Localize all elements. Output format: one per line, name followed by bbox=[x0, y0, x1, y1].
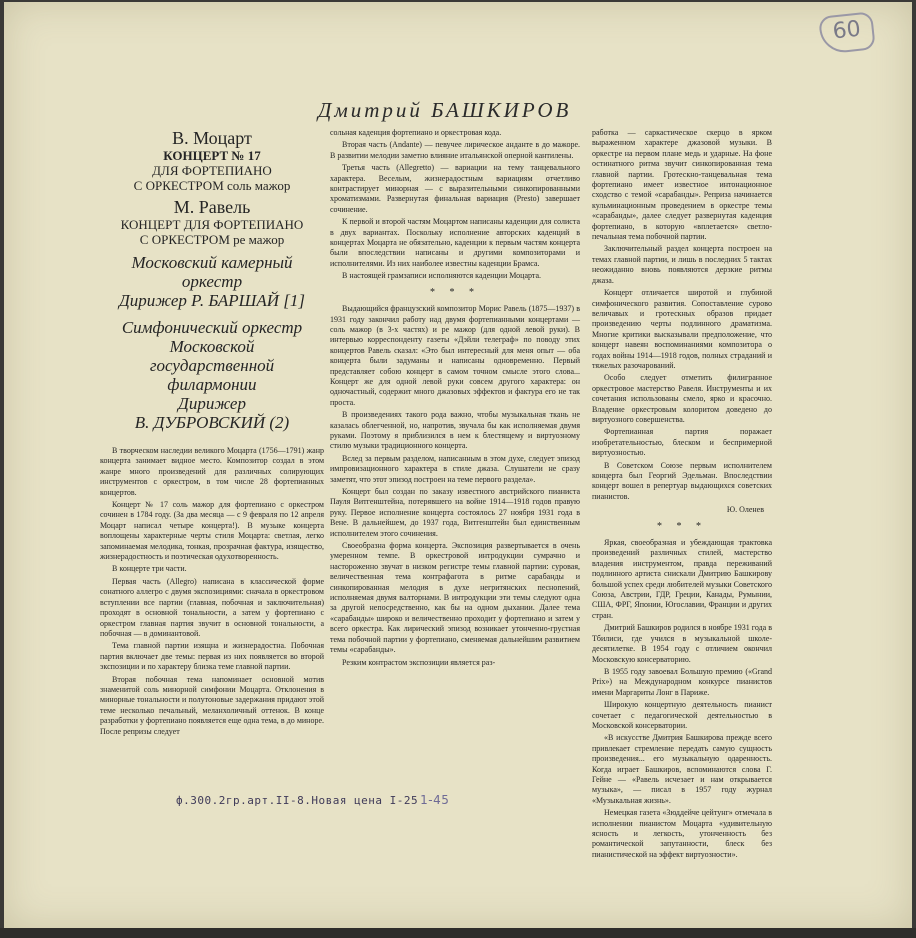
left-paragraph: Первая часть (Allegro) написана в классической форме сонатного аллегро с двумя экспозициями: сначала в оркестровом вступлении все партии (главная, побочная и заключительная) проходят в основной тональности, а затем у фортепиано с оркестром главная партия звучит в основной тональности, а побочная — в доминантовой. bbox=[100, 576, 324, 638]
orchestra1-line1: Московский камерный bbox=[131, 253, 293, 272]
price-stamp bbox=[176, 793, 449, 807]
mid-paragraph: Своеобразна форма концерта. Экспозиция развертывается в очень умеренном темпе. В оркестровой интродукции сумрачно и настороженно звучат в низком регистре темы главной партии: суровая, величественная тема контрафагота в ритме сарабанды и синкопированная мелодия в духе негритянских песнопений, исполняемая двумя валторнами. В интродукции эти темы следуют одна за другой непосредственно, как бы на одном дыхании. Далее тема «сарабанды» широко и величественно проходит у фортепиано и затем у всего оркестра. Как лирический эпизод возникает утонченно-грустная тема побочной партии у фортепиано, сменяемая дальнейшим развитием темы «сарабанды». bbox=[330, 541, 580, 655]
price-pen-note: 1-45 bbox=[420, 793, 450, 807]
right-paragraph: В Советском Союзе первым исполнителем концерта был Георгий Эдельман. Впоследствии концерт вошел в репертуар выдающихся советских пианистов. bbox=[592, 460, 772, 501]
left-paragraph: Тема главной партии изящна и жизнерадостна. Побочная партия включает две темы: первая из них появляется во второй экспозиции и по характеру близка теме главной партии. bbox=[100, 641, 324, 672]
handwritten-mark: 60 bbox=[818, 11, 876, 54]
mid-paragraph: В произведениях такого рода важно, чтобы музыкальная ткань не казалась облегченной, но, напротив, звучала бы как исполняемая двумя руками. Поэтому я приблизился в нем к блестящему и виртуозному стилю музыки традиционного концерта. bbox=[330, 410, 580, 451]
orchestra2-line1: Симфонический оркестр bbox=[121, 318, 303, 337]
right-column bbox=[592, 128, 772, 862]
left-paragraph: Концерт № 17 соль мажор для фортепиано с оркестром сочинен в 1784 году. (За два месяца — с 9 февраля по 12 апреля Моцарт написал четыре концерта!). В музыке концерта воплощены характерные черты стиля Моцарта: светлая, легко запоминаемая мелодика, тонкая, прозрачная фактура, изящество, жизнерадостность и поэтическая одухотворенность. bbox=[100, 500, 324, 562]
conductor1: Дирижер Р. БАРШАЙ [1] bbox=[118, 291, 306, 310]
work2-title: КОНЦЕРТ ДЛЯ ФОРТЕПИАНО bbox=[120, 217, 304, 232]
price-stamp-text: ф.300.2гр.арт.II-8.Новая цена I-25 bbox=[176, 794, 419, 807]
right-paragraph: В 1955 году завоевал Большую премию («Grand Prix») на Международном конкурсе пианистов имени Маргариты Лонг в Париже. bbox=[592, 666, 772, 697]
mid-paragraph: В настоящей грамзаписи исполняются каденции Моцарта. bbox=[342, 271, 542, 281]
middle-column bbox=[330, 128, 580, 670]
work1-line2: ДЛЯ ФОРТЕПИАНО bbox=[152, 163, 272, 178]
work2-line2: С ОРКЕСТРОМ ре мажор bbox=[139, 232, 285, 247]
right-paragraph: Широкую концертную деятельность пианист сочетает с педагогической деятельностью в Московской консерватории. bbox=[592, 700, 772, 730]
left-paragraph: В творческом наследии великого Моцарта (1756—1791) жанр концерта занимает видное место. Композитор создал в этом жанре много произведений для различных солирующих инструментов с оркестром, в том числе 28 фортепианных концертов. bbox=[100, 446, 324, 497]
mid-paragraph: Резким контрастом экспозиции является раз- bbox=[342, 657, 496, 667]
right-paragraph: Заключительный раздел концерта построен на темах главной партии, и лишь в последних 5 тактах неожиданно вновь появляются дерзкие ритмы джаза. bbox=[592, 244, 772, 285]
work1-title: КОНЦЕРТ № 17 bbox=[163, 148, 261, 163]
orchestra1-line2: оркестр bbox=[181, 272, 243, 291]
left-column bbox=[100, 128, 324, 739]
composer-mozart: В. Моцарт bbox=[172, 128, 252, 148]
mid-paragraph: Третья часть (Allegretto) — вариации на тему танцевального характера. Веселым, жизнерадостным вариациям отчетливо контрастирует минорная — с выразительными синкопированными хроматизмами. Развернутая финальная вариация (Presto) завершает сочинение. bbox=[330, 163, 580, 214]
orchestra2-line2: Московской bbox=[169, 337, 255, 356]
mid-paragraph: Выдающийся французский композитор Морис Равель (1875—1937) в 1931 году закончил работу над двумя фортепианными концертами — соль мажор (в 3-х частях) и ре мажор (для одной левой руки). В интервью корреспонденту газеты «Дэйли телеграф» по поводу этих концертов Равель сказал: «Это был интересный для меня опыт — оба концерта были задуманы и написаны одновременно. Первый представляет собою концерт в самом точном смысле этого слова... Концерт же для одной левой руки совсем другого характера: он одночастный, содержит много джазовых эффектов и фактура его не так проста. bbox=[330, 304, 580, 407]
orchestra2-line3: государственной bbox=[149, 356, 275, 375]
right-paragraph: Особо следует отметить филигранное оркестровое мастерство Равеля. Инструменты и их сочетания использованы смело, ярко и красочно. Владение оркестровым колоритом доведено до виртуозного совершенства. bbox=[592, 373, 772, 424]
scan-edge bbox=[0, 928, 916, 938]
left-paragraph: Вторая побочная тема напоминает основной мотив знаменитой соль минорной симфонии Моцарта. Отклонения в минорные тональности и полутоновые задержания придают этой теме несколько печальный, меланхоличный оттенок. В конце разработки у фортепиано появляется еще одна тема, в до миноре. После репризы следует bbox=[100, 674, 324, 736]
section-divider: * * * bbox=[430, 286, 480, 298]
mid-paragraph: Вторая часть (Andante) — певучее лирическое анданте в до мажоре. В развитии мелодии заметно влияние итальянской оперной кантилены. bbox=[330, 140, 580, 160]
artist-name: Дмитрий БАШКИРОВ bbox=[318, 98, 572, 122]
right-paragraph: Немецкая газета «Зюддейче цейтунг» отмечала в исполнении пианистом Моцарта «удивительную ясность и легкость, утонченность без романтической запутанности, блеск без пианистической на эффект виртуозности». bbox=[592, 808, 772, 859]
annotation-author: Ю. Оленев bbox=[726, 505, 764, 515]
conductor2-label: Дирижер bbox=[178, 394, 246, 413]
mid-paragraph: Концерт был создан по заказу известного австрийского пианиста Пауля Витгенштейна, потерявшего на войне 1914—1918 годов правую руку. Первое исполнение концерта состоялось 27 ноября 1931 года в Вене. В дальнейшем, до 1937 года, Витгенштейн был единственным исполнителем этого сочинения. bbox=[330, 487, 580, 538]
section-divider: * * * bbox=[657, 520, 707, 532]
right-paragraph: Дмитрий Башкиров родился в ноябре 1931 года в Тбилиси, где учился в музыкальной школе-десятилетке. В 1954 году с отличием окончил Московскую консерваторию. bbox=[592, 623, 773, 664]
right-paragraph: Фортепианная партия поражает изобретательностью, блеском и беспримерной виртуозностью. bbox=[592, 427, 772, 458]
right-paragraph: работка — саркастическое скерцо в ярком выраженном характере джазовой музыки. В оркестре на первом плане медь и ударные. На фоне остинатного ритма звучит синкопированная тема главной партии. Гротескно-танцевальная тема фортепиано имеет известное интонационное сходство с темой «сарабанды». Реприза начинается кульминационным проведением в оркестре темы «сарабанды», далее следует развернутая каденция фортепиано, в которую «вплетается» светло-печальная тема побочной партии. bbox=[592, 128, 772, 242]
conductor2-name: В. ДУБРОВСКИЙ (2) bbox=[134, 413, 290, 432]
right-paragraph: Концерт отличается широтой и глубиной симфонического развития. Сопоставление сурово величавых и гротескных образов придает произведению черты подлинного драматизма. Многие критики высказывали предположение, что концерт навеян воспоминаниями композитора о годах войны 1914—1918 годов, полных страданий и тяжелых разочарований. bbox=[592, 288, 772, 370]
mid-paragraph: К первой и второй частям Моцартом написаны каденции для солиста в двух вариантах. Поскольку исполнение авторских каденций в концертах Моцарта не обязательно, каденции к первым частям концерта были впоследствии написаны и другими композиторами и исполнителями. Из них наиболее известны каденции Брамса. bbox=[330, 217, 580, 268]
right-paragraph: «В искусстве Дмитрия Башкирова прежде всего привлекает стремление передать самую сущность произведения... его музыкальную одаренность. Когда играет Башкиров, вспоминаются слова Г. Гейне — «Равель исчезает и нам открывается музыка», — писал в 1957 году журнал «Музыкальная жизнь». bbox=[592, 733, 772, 805]
left-paragraph: В концерте три части. bbox=[112, 564, 187, 574]
mid-paragraph: Вслед за первым разделом, написанным в этом духе, следует эпизод импровизационного характера в стиле джаза. Слушатели не сразу заметят, что этот эпизод построен на теме первого раздела». bbox=[330, 453, 580, 484]
mid-paragraph: сольная каденция фортепиано и оркестровая кода. bbox=[330, 128, 502, 137]
orchestra2-line4: филармонии bbox=[167, 375, 257, 394]
work1-line3: С ОРКЕСТРОМ соль мажор bbox=[133, 178, 291, 193]
composer-ravel: М. Равель bbox=[173, 197, 251, 217]
right-paragraph: Яркая, своеобразная и убеждающая трактовка произведений различных стилей, мастерство владения инструментом, правда переживаний подлинного артиста снискали Дмитрию Башкирову большой успех среди любителей музыки Советского Союза, Австрии, ГДР, Греции, Канады, Румынии, США, ФРГ, Японии, Югославии, Франции и других стран. bbox=[592, 538, 772, 620]
